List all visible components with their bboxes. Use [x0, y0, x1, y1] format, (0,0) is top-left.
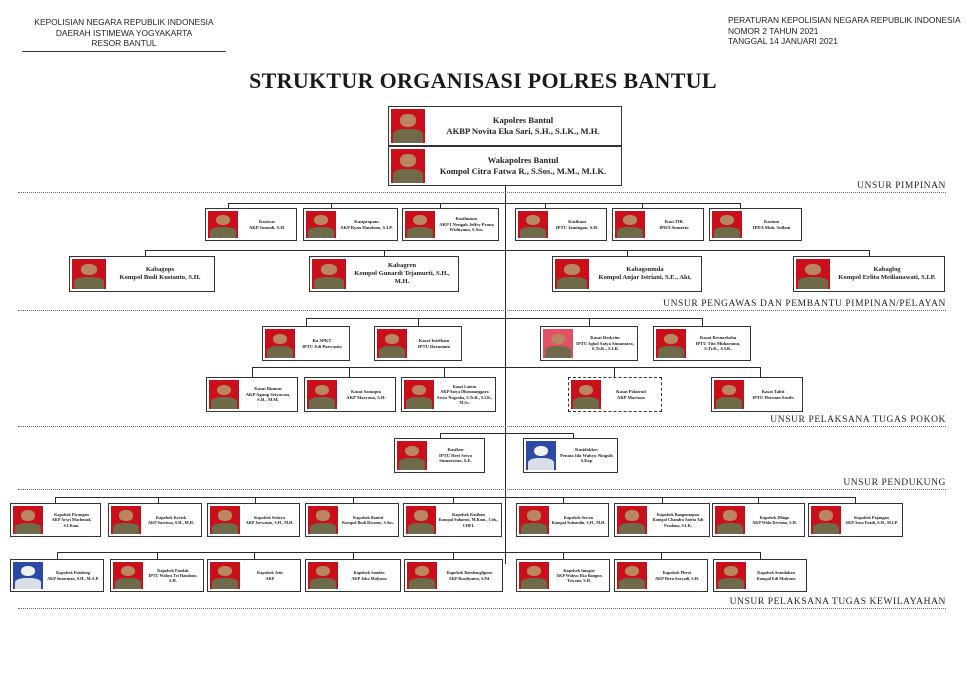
polsek2-drop-4 — [353, 552, 354, 559]
kabag-role: Kabaglog — [873, 266, 901, 273]
sat-role: Kasat Samapta — [351, 388, 381, 394]
polsek-name: Kompol Suhondin, S.H., M.H. — [551, 520, 606, 525]
kapolres-name: AKBP Novita Eka Sari, S.H., S.I.K., M.H. — [446, 126, 600, 136]
polsek-name: AKP Heru Suryadi, S.H. — [655, 575, 699, 581]
polsek2-drop-6 — [563, 552, 564, 559]
sat2-bus — [252, 367, 760, 368]
polsek-name: Kompol Budi Riyanto, S.Sos. — [342, 520, 394, 525]
sat1-drop-2 — [418, 318, 419, 326]
sat-box-tahti — [711, 377, 803, 412]
support-bus — [440, 433, 574, 434]
polsek-box-pajangan — [808, 503, 903, 537]
polsek2-drop-1 — [57, 552, 58, 559]
kabag-box-ren — [309, 256, 459, 292]
separator-pendukung — [18, 489, 946, 490]
header-left-line-2: DAERAH ISTIMEWA YOGYAKARTA — [55, 27, 193, 38]
polsek-name: IPTU Wahyu Tri Handono, S.H. — [148, 572, 198, 584]
sat1-drop-3 — [589, 318, 590, 326]
section-label-pimpinan: UNSUR PIMPINAN — [857, 181, 946, 191]
polsek-box-dlingo — [712, 503, 805, 537]
staff-name: IPDA Muh. Sulloni — [752, 224, 791, 230]
sat-name: IPTU Edi Purwanto — [302, 343, 342, 349]
polsek-name: AKP Rusdiyanto, S.Pd. — [448, 575, 491, 581]
sat-box-lantas — [401, 377, 496, 412]
polsek1-bus — [55, 497, 855, 498]
sat2-drop-3 — [444, 367, 445, 377]
polsek-name: AKP Joko Mulyono — [351, 575, 387, 581]
sat-photo — [714, 380, 744, 409]
polsek-name: AKP Asuo Fuadi, S.H., M.I.P. — [845, 520, 898, 525]
support-role: Kasidokkes — [575, 447, 598, 453]
polsek-role: Kapolsek Piyungan — [54, 512, 89, 518]
kabag-role: Kabagren — [387, 262, 417, 269]
polsek-box-sedayu — [207, 503, 300, 537]
sat-photo — [656, 329, 686, 358]
section-label-pendukung: UNSUR PENDUKUNG — [843, 478, 946, 488]
polsek2-drop-5 — [453, 552, 454, 559]
kapolres-photo — [391, 109, 425, 143]
polsek-photo — [617, 562, 647, 589]
page-title: STRUKTUR ORGANISASI POLRES BANTUL — [249, 68, 717, 93]
polsek-photo — [715, 506, 745, 534]
polsek-photo — [519, 562, 549, 589]
polsek-name: AKP Wida Deviana, S.H. — [752, 520, 797, 525]
header-right-line-2: NOMOR 2 TAHUN 2021 — [728, 25, 819, 36]
polsek-name: Kompol Edi Mulyono — [756, 575, 796, 581]
sat2-drop-4 — [614, 367, 615, 377]
polsek-photo — [111, 506, 141, 534]
polsek-role: Kapolsek Jetis — [257, 570, 283, 576]
polsek-role: Kapolsek Bambanglipuro — [446, 570, 493, 576]
polsek2-drop-3 — [254, 552, 255, 559]
polsek2-drop-2 — [157, 552, 158, 559]
polsek-box-imogiri — [516, 559, 610, 592]
polsek2-drop-8 — [760, 552, 761, 559]
staff-role: Kasiwas — [258, 218, 276, 224]
polsek-photo — [406, 506, 436, 534]
trunk-line — [505, 186, 506, 564]
polsek-photo — [13, 562, 43, 589]
staff-name: AKP Ryan Handono, S.I.P. — [340, 224, 393, 230]
polsek2-drop-7 — [661, 552, 662, 559]
section-label-pokok: UNSUR PELAKSANA TUGAS POKOK — [770, 415, 946, 425]
sat-photo — [571, 380, 601, 409]
staff-name: IPDA Sumarto — [659, 224, 689, 230]
polsek-name: AKP Wahyu Eko Bangun Triyono, S.H. — [556, 572, 602, 584]
sat-name: IPTU Tito Muharamu, S.Tr.K., S.I.K. — [695, 340, 741, 352]
kabag-photo — [796, 259, 830, 289]
kabag-name: Kompol Gunardi Tejamurti, S.H., M.H. — [354, 270, 450, 285]
polsek-name: AKP — [265, 575, 275, 581]
header-right-line-3: TANGGAL 14 JANUARI 2021 — [728, 36, 838, 46]
polsek-photo — [811, 506, 841, 534]
polsek-box-sanden — [305, 559, 401, 592]
polsek-box-pleret — [614, 559, 708, 592]
sat-role: Kasat Resnarkoba — [699, 335, 737, 341]
polsek-name: AKP Jarwanto, S.H., M.H. — [245, 520, 294, 525]
sat1-drop-1 — [306, 318, 307, 326]
kabag-photo — [555, 259, 589, 289]
sat-box-reskrim — [540, 326, 638, 361]
polsek-role: Kapolsek Pajangan — [854, 514, 889, 520]
sat-name: AKP Satya Dhirananggara Arsya Nugraha, S.Tr.K., S.I.K., M.Sc. — [436, 389, 493, 405]
polsek2-bus — [57, 552, 761, 553]
polsek-role: Kapolsek Sedayu — [254, 514, 285, 520]
sat-role: Ka SPKT — [312, 337, 332, 343]
separator-pokok — [18, 426, 946, 427]
sat-role: Kasat Reskrim — [590, 335, 620, 341]
support-box-keu — [394, 438, 485, 473]
staff-photo — [712, 211, 742, 238]
header-left — [22, 17, 226, 52]
sat-photo — [265, 329, 295, 358]
sat-photo — [209, 380, 239, 409]
support-photo — [397, 441, 427, 470]
sat-box-polairud — [568, 377, 662, 412]
staff-row-bus — [228, 203, 740, 204]
kabag-box-log — [793, 256, 945, 292]
kabag-box-sumda — [552, 256, 702, 292]
polsek-box-pundong — [10, 559, 104, 592]
polsek-role: Kapolsek Pundong — [56, 570, 90, 576]
sat2-drop-1 — [252, 367, 253, 377]
staff-role: Kasikum — [568, 218, 586, 224]
polsek-box-jetis — [207, 559, 301, 592]
polsek-box-kretek — [108, 503, 202, 537]
polsek-name: AKP Sutarman, S.H., M.A.P. — [47, 575, 99, 581]
polsek-photo — [407, 562, 437, 589]
separator-pimpinan — [18, 192, 946, 193]
polsek-photo — [519, 506, 549, 534]
kabag-name: Kompol Erlita Meilianawati, S.I.P. — [838, 274, 936, 281]
staff-box-kasiwas — [205, 208, 297, 241]
polsek-box-srandakan — [713, 559, 807, 592]
section-label-pengawas: UNSUR PENGAWAS DAN PEMBANTU PIMPINAN/PELAYAN — [663, 299, 946, 309]
polsek-photo — [617, 506, 647, 534]
staff-photo — [208, 211, 238, 238]
header-left-line-1: KEPOLISIAN NEGARA REPUBLIK INDONESIA — [34, 17, 214, 27]
polsek-photo — [308, 506, 338, 534]
sat-name: IPTU Darmanto — [417, 343, 451, 349]
polsek-role: Kapolsek Pandak — [157, 567, 189, 573]
sat-name: AKP Martono — [617, 394, 645, 400]
kabag-box-ops — [69, 256, 215, 292]
sat2-drop-2 — [349, 367, 350, 377]
polsek-box-banguntapan — [614, 503, 710, 537]
support-box-dokkes — [523, 438, 618, 473]
polsek-photo — [308, 562, 338, 589]
sat-name: AKP Agung Setyawan, S.H., M.M. — [245, 391, 291, 403]
polsek-name: Kompol Chandra Satria Adi Pradana, S.I.K. — [652, 517, 704, 528]
header-left-rule — [22, 51, 226, 52]
wakapolres-role: Wakapolres Bantul — [487, 155, 559, 166]
staff-box-kasium — [709, 208, 802, 241]
sat-photo — [377, 329, 407, 358]
polsek-role: Kapolsek Kasihan — [452, 512, 485, 518]
sat-role: Kasat Binmas — [254, 386, 282, 392]
sat2-drop-5 — [760, 367, 761, 377]
sat-role: Kasat Polairud — [616, 388, 646, 394]
separator-pengawas — [18, 310, 946, 311]
staff-box-kasihumas — [402, 208, 499, 241]
wakapolres-box — [388, 146, 622, 186]
kabag-photo — [72, 259, 106, 289]
sat-box-intelkam — [374, 326, 462, 361]
kapolres-box — [388, 106, 622, 146]
sat-role: Kasat Lantas — [452, 384, 477, 390]
support-photo — [526, 441, 556, 470]
sat-role: Kasat Intelkam — [418, 337, 450, 343]
header-right — [728, 15, 964, 47]
sat-name: IPTU Iqbal Satya Simantara, S.Tr.K., S.I.K — [576, 340, 634, 352]
polsek-box-pandak — [110, 559, 204, 592]
wakapolres-photo — [391, 149, 425, 183]
sat-photo — [307, 380, 337, 409]
staff-role: Kasihumas — [455, 216, 478, 222]
polsek-role: Kapolsek Bantul — [353, 514, 383, 520]
polsek-role: Kapolsek Imogiri — [563, 567, 595, 573]
polsek-photo — [13, 506, 43, 534]
kabag-bus — [145, 250, 869, 251]
sat-role: Kasat Tahti — [761, 388, 785, 394]
polsek-photo — [113, 562, 143, 589]
staff-role: Kasi TIK — [664, 218, 684, 224]
polsek-role: Kapolsek Banguntapan — [656, 512, 699, 518]
polsek-role: Kapolsek Srandakan — [757, 570, 795, 576]
sat-photo — [404, 380, 434, 409]
polsek-name: Kompol Suharno, M.Kom., Cels., CHFI. — [438, 517, 499, 528]
sat-box-spkt — [262, 326, 350, 361]
kabag-photo — [312, 259, 346, 289]
kabag-name: Kompol Anjar Istriani, S.E., Akt. — [598, 274, 692, 281]
polsek-photo — [716, 562, 746, 589]
sat-photo — [543, 329, 573, 358]
support-name: IPTU Heri Setyo Sumarsono, S.E. — [439, 452, 472, 464]
polsek-role: Kapolsek Sanden — [353, 570, 385, 576]
sat-box-samapta — [304, 377, 396, 412]
sat1-bus — [306, 318, 702, 319]
polsek-box-bambanglipuro — [404, 559, 503, 592]
staff-role: Kasium — [763, 218, 780, 224]
polsek-name: AKP Arsyi Machmud, S.I.Kom. — [51, 517, 92, 528]
header-left-line-3: RESOR BANTUL — [91, 38, 157, 48]
polsek-photo — [210, 506, 240, 534]
polsek-box-sewon — [516, 503, 609, 537]
polsek-box-kasihan — [403, 503, 502, 537]
sat-name: AKP Maryono, S.H. — [346, 394, 386, 400]
sat-name: IPTU Herman Susilo — [752, 394, 794, 400]
polsek-box-bantul — [305, 503, 399, 537]
wakapolres-name: Kompol Citra Fatwa R., S.Sos., M.M., M.I.K. — [439, 166, 607, 176]
staff-name: AKP I Nengah Jeffry Prana Widnyana, S.Sos. — [439, 221, 494, 233]
support-name: Penata Ida Wahyu Ningsih S.Kep — [560, 452, 613, 464]
polsek-role: Kapolsek Dlingo — [759, 514, 790, 520]
section-label-kewilayahan: UNSUR PELAKSANA TUGAS KEWILAYAHAN — [729, 597, 946, 607]
polsek-name: AKP Sutrisno, S.H., M.H. — [148, 520, 194, 525]
support-role: Kasikeu — [447, 447, 464, 453]
staff-photo — [518, 211, 548, 238]
staff-box-kasitik — [612, 208, 704, 241]
polsek-role: Kapolsek Pleret — [662, 570, 692, 576]
staff-photo — [405, 211, 435, 238]
polsek-photo — [210, 562, 240, 589]
polsek-role: Kapolsek Sewon — [563, 514, 594, 520]
staff-role: Kasipropam — [354, 218, 379, 224]
header-right-line-1: PERATURAN KEPOLISIAN NEGARA REPUBLIK INDONESIA — [728, 15, 961, 25]
sat-box-resnarkoba — [653, 326, 751, 361]
staff-box-kasipropam — [303, 208, 398, 241]
polsek-box-piyungan — [10, 503, 101, 537]
staff-name: IPTU Jamingan, S.H. — [555, 224, 599, 230]
staff-box-kasikum — [515, 208, 607, 241]
kabag-role: Kabagsumda — [626, 266, 664, 273]
staff-photo — [615, 211, 645, 238]
kabag-role: Kabagops — [145, 266, 175, 273]
sat-box-binmas — [206, 377, 298, 412]
kapolres-role: Kapolres Bantul — [492, 115, 554, 126]
polsek-role: Kapolsek Kretek — [155, 514, 187, 520]
kabag-name: Kompol Budi Kustanto, S.H. — [119, 274, 201, 281]
sat1-drop-4 — [702, 318, 703, 326]
staff-photo — [306, 211, 336, 238]
staff-name: AKP Jumadi, S.H. — [248, 224, 286, 230]
separator-kewilayahan — [18, 608, 946, 609]
